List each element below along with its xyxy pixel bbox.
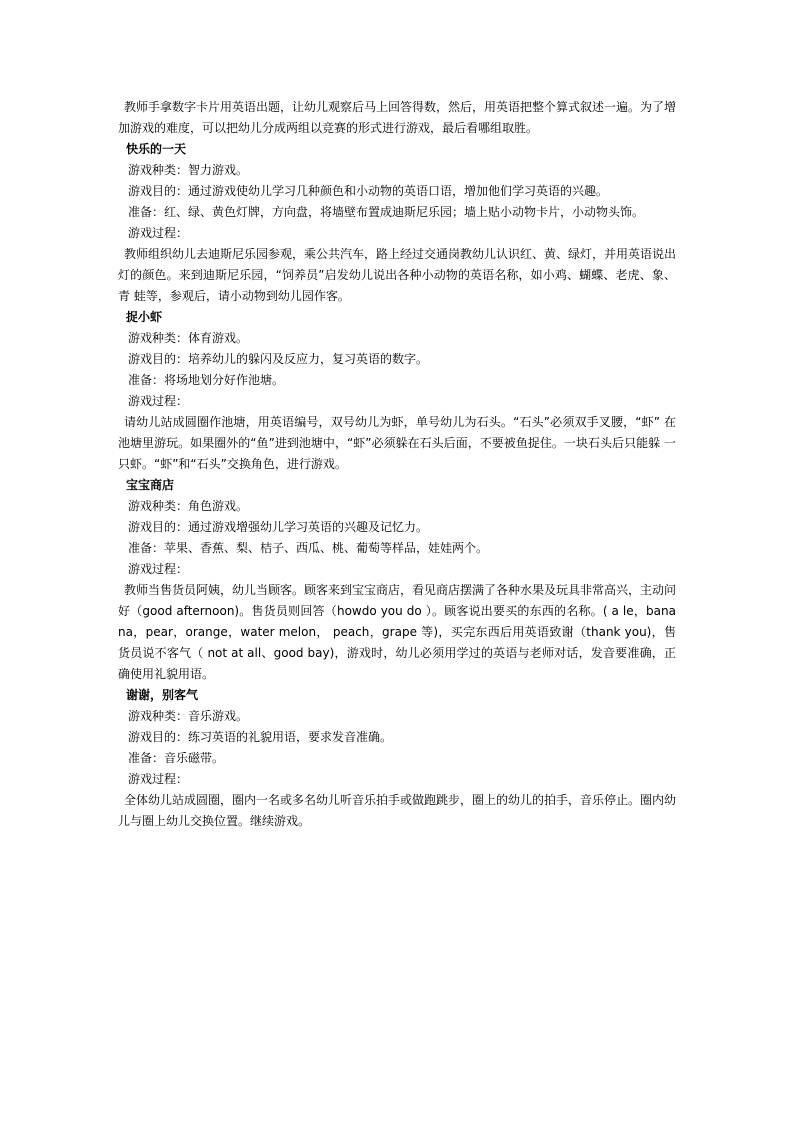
game-goal: 游戏目的：通过游戏增强幼儿学习英语的兴趣及记忆力。 — [128, 520, 429, 534]
section-heading: 快乐的一天 — [126, 142, 187, 156]
game-process: 全体幼儿站成圆圈，圈内一名或多名幼儿听音乐拍手或做跑跳步，圈上的幼儿的拍手，音乐停止。圈内幼 儿与圈上幼儿交换位置。继续游戏。 — [118, 793, 677, 828]
game-section-catch-shrimp — [118, 307, 676, 475]
game-goal: 游戏目的：通过游戏使幼儿学习几种颜色和小动物的英语口语，增加他们学习英语的兴趣。 — [128, 184, 609, 198]
game-type: 游戏种类：智力游戏。 — [128, 163, 249, 177]
game-prep: 准备：将场地划分好作池塘。 — [128, 373, 285, 387]
game-type: 游戏种类：角色游戏。 — [128, 499, 249, 513]
game-prep: 准备：苹果、香蕉、梨、桔子、西瓜、桃、葡萄等样品，娃娃两个。 — [128, 541, 489, 555]
game-prep: 准备：音乐磁带。 — [128, 751, 225, 765]
game-process-label: 游戏过程： — [128, 394, 189, 408]
game-process-label: 游戏过程： — [128, 772, 189, 786]
game-section-baby-shop — [118, 475, 676, 685]
game-process-label: 游戏过程： — [128, 226, 189, 240]
game-goal: 游戏目的：培养幼儿的躲闪及反应力，复习英语的数字。 — [128, 352, 429, 366]
section-heading: 谢谢，别客气 — [126, 688, 199, 702]
game-type: 游戏种类：体育游戏。 — [128, 331, 249, 345]
intro-paragraph: 教师手拿数字卡片用英语出题，让幼儿观察后马上回答得数，然后，用英语把整个算式叙述一遍。为了增 加游戏的难度，可以把幼儿分成两组以竞赛的形式进行游戏，最后看哪组取胜。 — [118, 100, 677, 135]
section-heading: 捉小虾 — [126, 310, 163, 324]
game-section-happy-day — [118, 139, 676, 307]
game-process: 请幼儿站成圆圈作池塘，用英语编号，双号幼儿为虾，单号幼儿为石头。“石头”必须双手叉腰，“虾” 在池塘里游玩。如果圈外的“鱼”进到池塘中，“虾”必须躲在石头后面，不要被鱼捉住。一块石头后只能躲 一只虾。“虾”和“石头”交换角色，进行游戏。 — [118, 415, 676, 471]
game-process: 教师组织幼儿去迪斯尼乐园参观，乘公共汽车，路上经过交通岗教幼儿认识红、黄、绿灯，并用英语说出 灯的颜色。来到迪斯尼乐园，“饲养员”启发幼儿说出各种小动物的英语名称，如小鸡、蝴蝶、老虎、象、青 蛙等，参观后，请小动物到幼儿园作客。 — [118, 247, 677, 303]
game-section-thanks — [118, 685, 676, 832]
game-process: 教师当售货员阿姨，幼儿当顾客。顾客来到宝宝商店，看见商店摆满了各种水果及玩具非常高兴，主动问 好（good afternoon)。售货员则回答（howdo you do ）。顾客说出要买的东西的名称。( a le，banana，pear，orange，water melon， peach，grape 等)，买完东西后用英语致谢（thank you)，售货员说不客气（ not at all、good bay)，游戏时，幼儿必须用学过的英语与老师对话，发音要准确，正确使用礼貌用语。 — [118, 583, 677, 681]
game-goal: 游戏目的：练习英语的礼貌用语，要求发音准确。 — [128, 730, 393, 744]
section-heading: 宝宝商店 — [126, 478, 175, 492]
game-type: 游戏种类：音乐游戏。 — [128, 709, 249, 723]
game-process-label: 游戏过程： — [128, 562, 189, 576]
document-page — [118, 97, 676, 832]
game-prep: 准备：红、绿、黄色灯牌，方向盘，将墙壁布置成迪斯尼乐园；墙上贴小动物卡片，小动物头饰。 — [128, 205, 645, 219]
